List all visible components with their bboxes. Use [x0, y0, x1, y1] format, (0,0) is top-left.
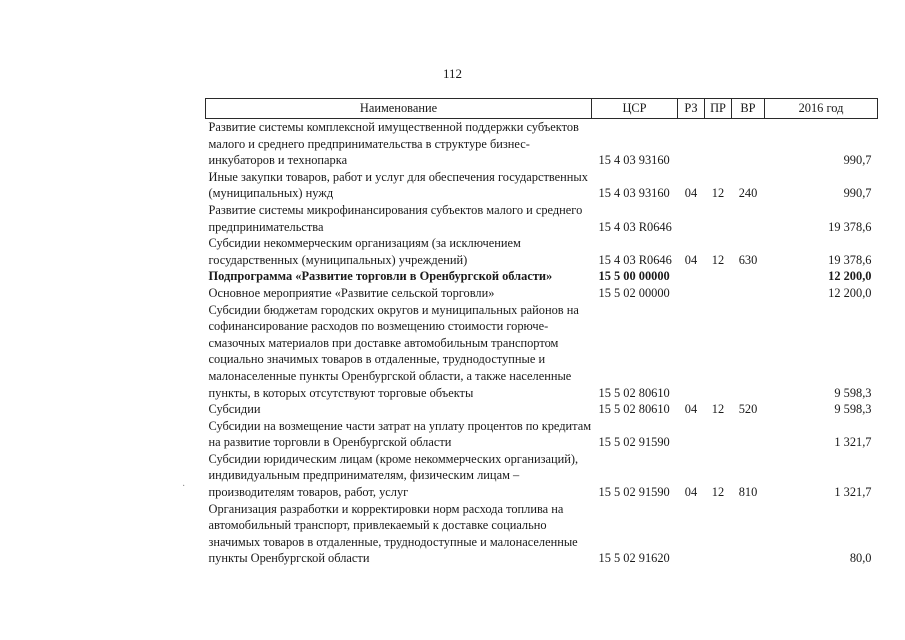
cell-vr: 240 [738, 186, 758, 201]
cell-pr: 12 [711, 186, 725, 201]
cell-rz: 04 [684, 186, 698, 201]
cell-pr [705, 202, 732, 235]
cell-pr [705, 268, 732, 285]
cell-sum: 990,7 [843, 186, 872, 201]
cell-rz: 04 [684, 252, 698, 267]
cell-pr [705, 285, 732, 302]
cell-vr [732, 418, 765, 451]
table-row [206, 202, 878, 235]
cell-pr [705, 119, 732, 169]
cell-name: Субсидии бюджетам городских округов и муниципальных районов на софинансирование расходов по возмещению стоимости горюче-смазочных материалов при доставке автомобильным транспортом социально значимых товаров в отдаленные, труднодоступные и малонаселенные пункты Оренбургской области, а также населенные пункты, в которых отсутствуют торговые объекты [208, 302, 579, 400]
table-row [206, 302, 878, 402]
cell-csr: 15 4 03 93160 [598, 186, 670, 201]
cell-rz [678, 285, 705, 302]
cell-pr: 12 [711, 252, 725, 267]
cell-csr: 15 5 02 80610 [598, 385, 670, 400]
table-row [206, 119, 878, 169]
margin-mark: · [182, 481, 186, 492]
cell-name: Основное мероприятие «Развитие сельской торговли» [208, 285, 495, 300]
cell-rz [678, 119, 705, 169]
cell-csr: 15 4 03 R0646 [598, 219, 672, 234]
cell-name: Иные закупки товаров, работ и услуг для обеспечения государственных (муниципальных) нужд [208, 169, 588, 201]
cell-vr [732, 285, 765, 302]
header-name: Наименование [206, 99, 592, 119]
cell-csr: 15 4 03 93160 [598, 153, 670, 168]
table-row [206, 285, 878, 302]
cell-sum: 9 598,3 [834, 402, 872, 417]
cell-name: Субсидии [208, 402, 261, 417]
cell-csr: 15 5 02 91590 [598, 435, 670, 450]
table-row [206, 401, 878, 418]
table-row [206, 235, 878, 268]
table-row [206, 418, 878, 451]
cell-csr: 15 5 02 80610 [598, 402, 670, 417]
cell-sum: 12 200,0 [828, 285, 872, 300]
table-row [206, 451, 878, 501]
cell-vr: 630 [738, 252, 758, 267]
cell-vr [732, 268, 765, 285]
cell-pr [705, 302, 732, 402]
cell-sum: 1 321,7 [834, 485, 872, 500]
cell-vr [732, 119, 765, 169]
cell-name: Субсидии юридическим лицам (кроме некоммерческих организаций), индивидуальным предпринимателям, физическим лицам – производителям товаров, работ, услуг [208, 451, 579, 500]
cell-pr [705, 501, 732, 567]
cell-pr: 12 [711, 485, 725, 500]
cell-name: Развитие системы комплексной имущественной поддержки субъектов малого и среднего предпринимательства в структуре бизнес-инкубаторов и технопарка [208, 120, 579, 168]
cell-csr: 15 5 02 00000 [598, 285, 670, 300]
page-number: 112 [442, 66, 463, 81]
cell-vr [732, 501, 765, 567]
cell-sum: 19 378,6 [828, 219, 872, 234]
cell-rz: 04 [684, 402, 698, 417]
cell-rz [678, 268, 705, 285]
header-pr: ПР [705, 99, 732, 119]
cell-name: Организация разработки и корректировки норм расхода топлива на автомобильный транспорт, привлекаемый к доставке социально значимых товаров в отдаленные, труднодоступные и малонаселенные пункты Оренбургской области [208, 501, 578, 566]
header-csr: ЦСР [592, 99, 678, 119]
table-body [206, 119, 878, 568]
cell-name: Субсидии некоммерческим организациям (за исключением государственных (муниципальных) учреждений) [208, 236, 521, 267]
cell-csr: 15 4 03 R0646 [598, 252, 672, 267]
cell-rz [678, 302, 705, 402]
cell-sum: 990,7 [843, 153, 872, 168]
cell-sum: 80,0 [849, 551, 872, 566]
cell-sum: 12 200,0 [828, 269, 872, 284]
cell-sum: 19 378,6 [828, 252, 872, 267]
cell-csr: 15 5 02 91620 [598, 551, 670, 566]
cell-name: Субсидии на возмещение части затрат на уплату процентов по кредитам на развитие торговли в Оренбургской области [208, 418, 592, 450]
header-year: 2016 год [765, 99, 878, 119]
header-rz: РЗ [678, 99, 705, 119]
header-vr: ВР [732, 99, 765, 119]
budget-table [205, 98, 878, 567]
cell-rz [678, 501, 705, 567]
cell-sum: 9 598,3 [834, 385, 872, 400]
cell-csr: 15 5 02 91590 [598, 485, 670, 500]
table-row [206, 501, 878, 567]
cell-csr: 15 5 00 00000 [598, 269, 670, 284]
cell-pr [705, 418, 732, 451]
cell-rz: 04 [684, 485, 698, 500]
table-row [206, 169, 878, 202]
cell-pr: 12 [711, 402, 725, 417]
cell-sum: 1 321,7 [834, 435, 872, 450]
cell-rz [678, 418, 705, 451]
cell-vr: 810 [738, 485, 758, 500]
table-row [206, 268, 878, 285]
cell-vr: 520 [738, 402, 758, 417]
cell-name: Развитие системы микрофинансирования субъектов малого и среднего предпринимательства [208, 202, 583, 234]
cell-vr [732, 202, 765, 235]
cell-name: Подпрограмма «Развитие торговли в Оренбургской области» [208, 269, 553, 284]
cell-vr [732, 302, 765, 402]
table-header-row [206, 99, 878, 119]
cell-rz [678, 202, 705, 235]
